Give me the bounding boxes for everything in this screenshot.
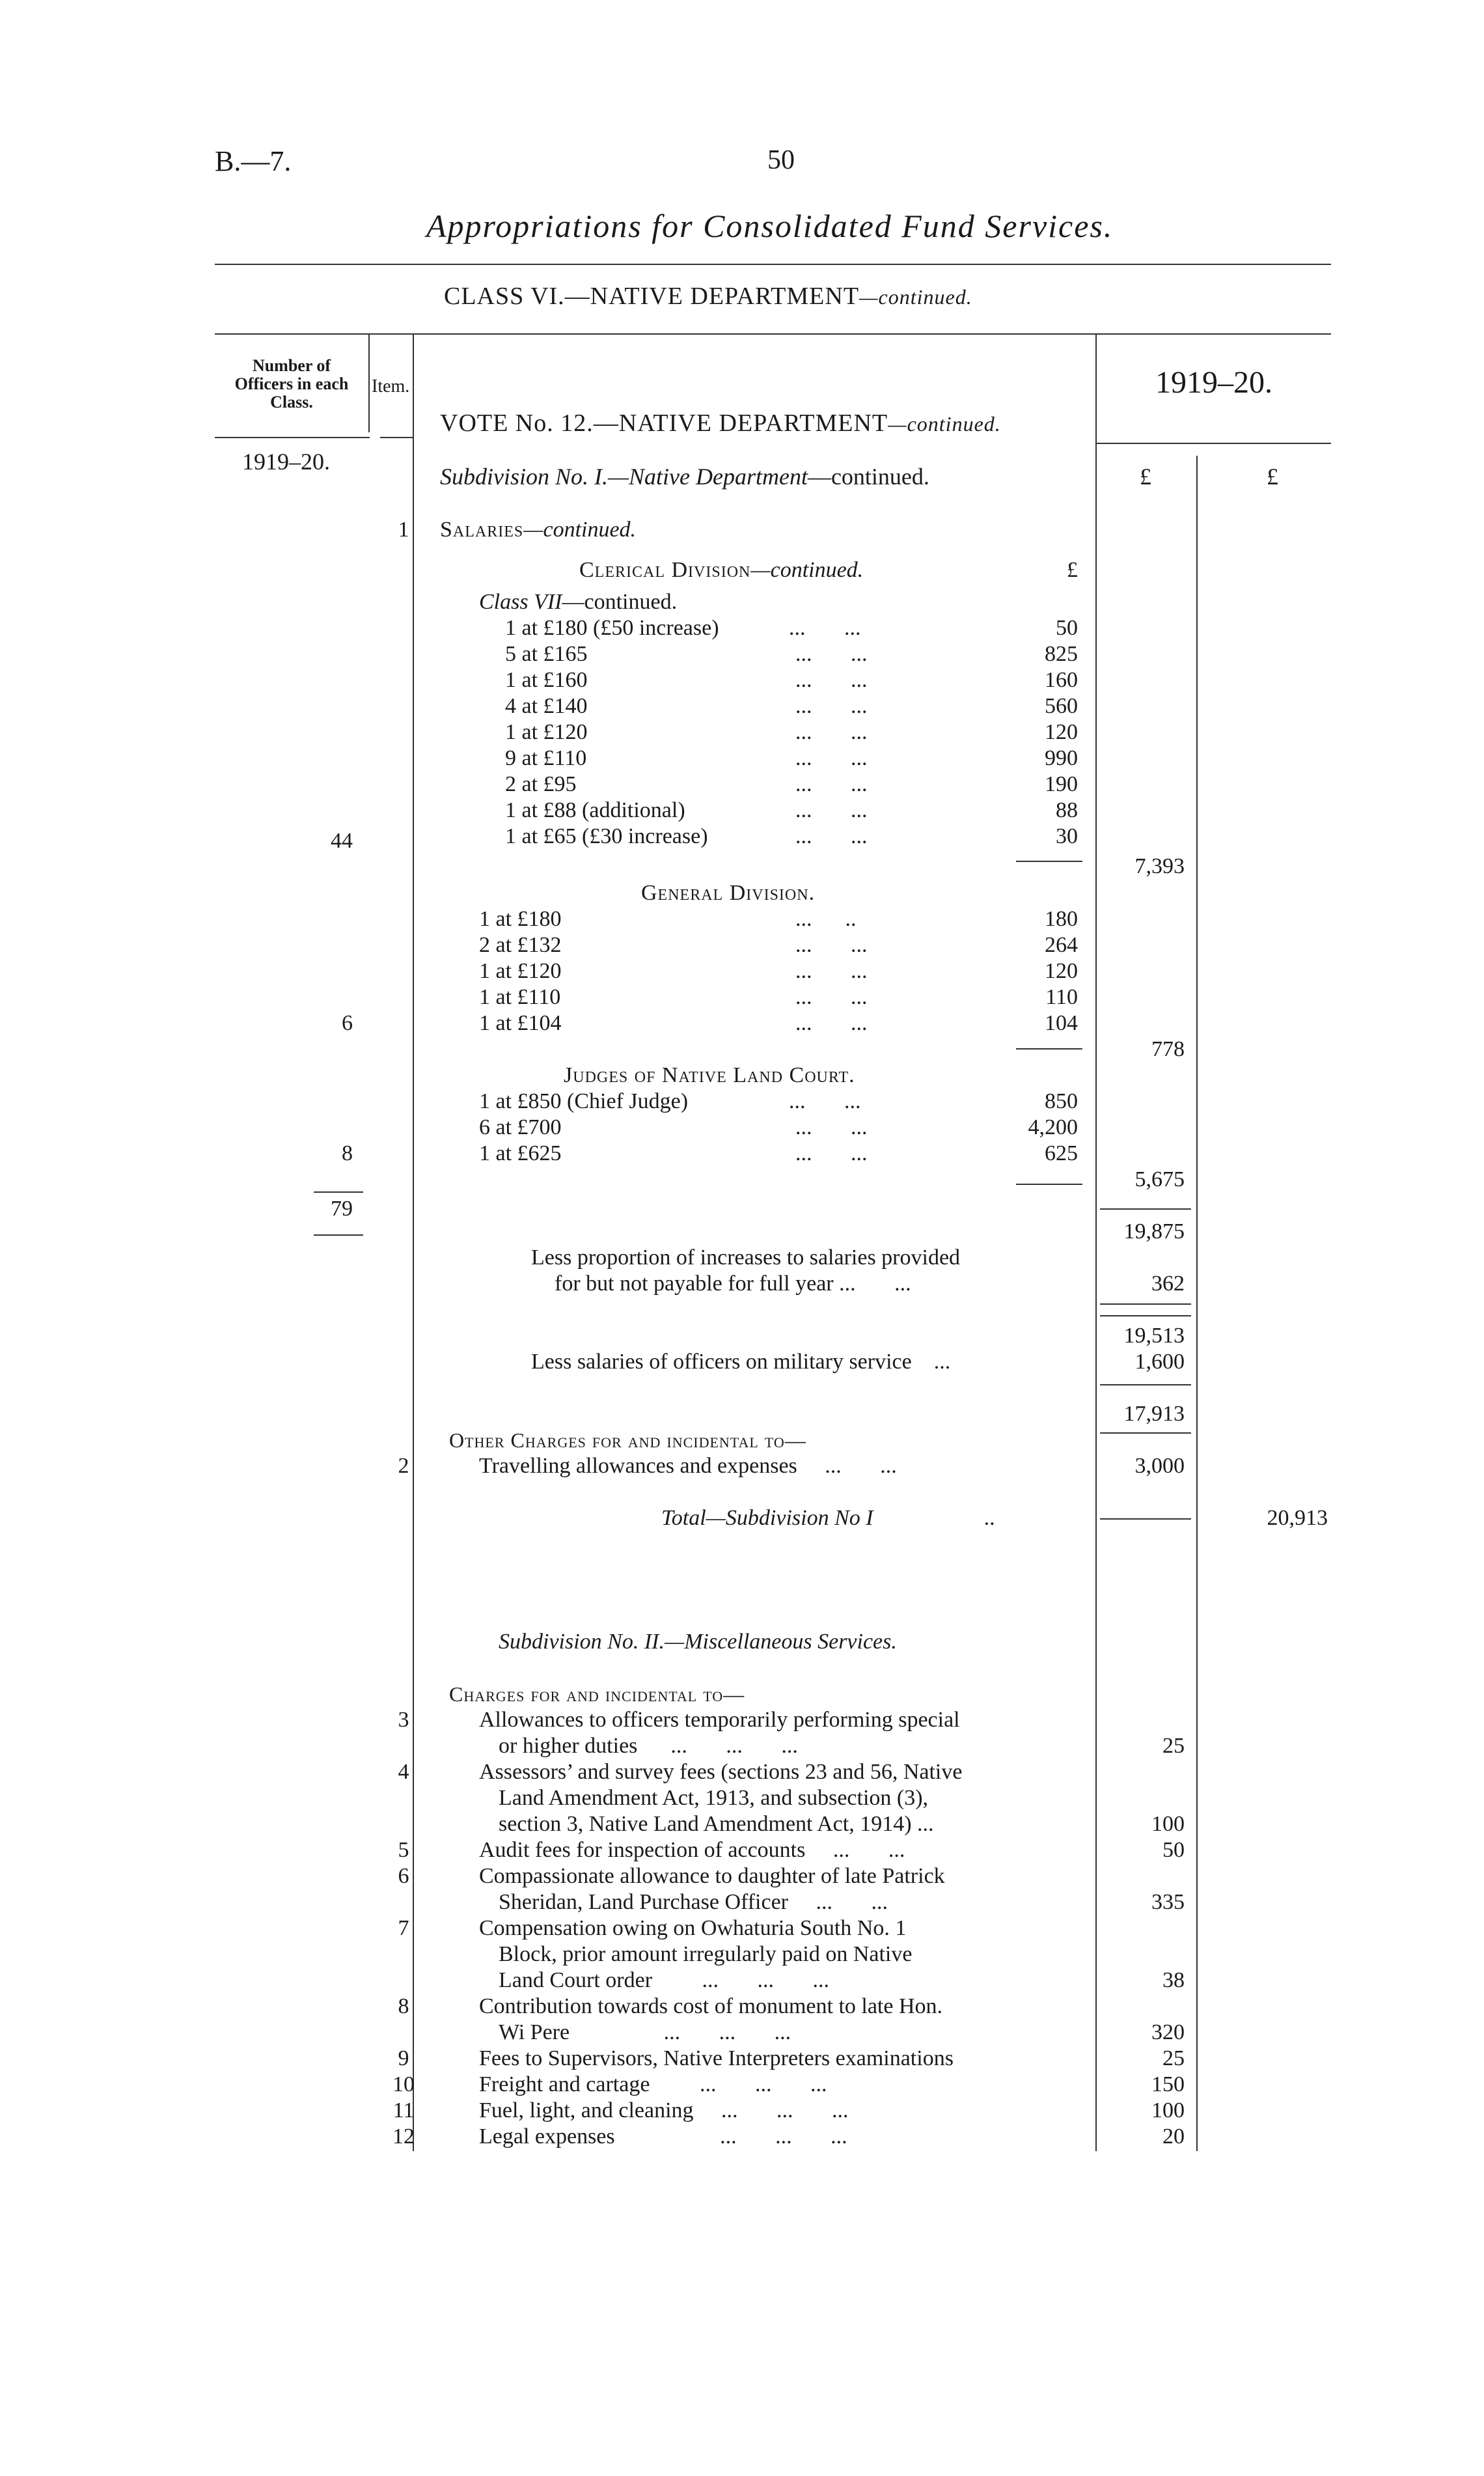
less-military-text: Less salaries of officers on military service ... <box>531 1350 951 1374</box>
salaries-heading-cont: —continued. <box>523 518 637 542</box>
subdivision-1-total: 20,913 <box>1267 1506 1328 1530</box>
division-total: 7,393 <box>1134 854 1185 878</box>
subdivision-1-heading <box>440 463 929 490</box>
officers-total-rule <box>314 1234 363 1236</box>
salary-row-amount: 850 <box>1045 1089 1078 1113</box>
leader-dots: ... ... <box>795 985 868 1009</box>
title-rule <box>215 264 1331 265</box>
misc-item-line-wrap: or higher duties ... ... ... <box>499 1734 798 1758</box>
misc-item-line: Compensation owing on Owhaturia South No. 1 <box>479 1916 907 1940</box>
less-military-label: Less salaries of officers on military service <box>531 1350 912 1374</box>
leader-dots: ... ... <box>789 1089 861 1113</box>
misc-item-line: section 3, Native Land Amendment Act, 1914) ... <box>499 1812 934 1836</box>
misc-item-text <box>479 1994 942 2046</box>
vote-heading-main: VOTE No. 12.—NATIVE DEPARTMENT <box>440 410 888 437</box>
officers-column-header <box>215 357 368 411</box>
less-increase-text <box>531 1245 960 1297</box>
officers-col-rule <box>368 335 370 432</box>
misc-item-line: Freight and cartage <box>479 2072 650 2096</box>
misc-item-line: Compassionate allowance to daughter of late Patrick <box>479 1864 945 1888</box>
misc-item-text <box>479 1707 960 1759</box>
leader-dots: ... ... <box>795 824 868 848</box>
misc-item-amount: 100 <box>1151 1812 1185 1836</box>
misc-item-line-wrap: Sheridan, Land Purchase Officer ... ... <box>499 1890 888 1914</box>
class-heading-main: CLASS VI.—NATIVE DEPARTMENT <box>444 283 860 310</box>
misc-item-line: Legal expenses <box>479 2124 615 2149</box>
travelling-allowances: Travelling allowances and expenses ... ... <box>479 1454 897 1478</box>
salary-row-amount: 120 <box>1045 720 1078 744</box>
general-division-heading: General Division. <box>641 881 816 905</box>
leader-dots: ... ... <box>795 772 868 796</box>
salary-row-label: 4 at £140 <box>505 694 588 718</box>
salary-row-label: 9 at £110 <box>505 746 587 770</box>
officers-header-line2: Officers in each <box>234 374 349 393</box>
item-number: 11 <box>392 2098 415 2122</box>
salary-row-amount: 190 <box>1045 772 1078 796</box>
item-column-header: Item. <box>372 376 410 396</box>
subdivision-1-cont: —continued. <box>807 464 929 490</box>
officers-count: 8 <box>342 1141 353 1165</box>
column-sum-rule <box>1100 1518 1191 1520</box>
misc-item-text <box>479 1915 912 1994</box>
vote-heading <box>440 409 1001 438</box>
officers-header-line1: Number of <box>252 356 331 375</box>
salary-row-amount: 88 <box>1056 798 1078 822</box>
class-vii-label <box>479 589 677 615</box>
misc-item-line: Block, prior amount irregularly paid on Native <box>499 1942 913 1966</box>
subdivision-1-total-text: Total—Subdivision No I <box>661 1506 873 1530</box>
leader-dots: ... ... <box>795 1115 868 1139</box>
salary-row-label: 1 at £110 <box>479 985 561 1009</box>
salary-row-label: 2 at £95 <box>505 772 577 796</box>
misc-item-amount: 20 <box>1162 2124 1185 2149</box>
less-increase-line1: Less proportion of increases to salaries provided <box>531 1245 961 1270</box>
clerical-division-cont: —continued. <box>750 558 864 582</box>
vote-heading-cont: —continued. <box>888 412 1001 436</box>
misc-item-line: Land Amendment Act, 1913, and subsection (3), <box>499 1786 929 1810</box>
officers-sum-rule <box>314 1191 363 1193</box>
leader-dots: ... ... <box>795 1011 868 1035</box>
salary-row-amount: 104 <box>1045 1011 1078 1035</box>
year-head-rule <box>1097 443 1331 444</box>
sum-rule <box>1016 1184 1082 1185</box>
salaries-heading-label: Salaries <box>440 518 524 542</box>
salary-row-amount: 4,200 <box>1028 1115 1078 1139</box>
misc-item-text: Audit fees for inspection of accounts ... ... <box>479 1838 905 1862</box>
item-number: 7 <box>398 1916 409 1940</box>
item-number: 5 <box>398 1838 409 1862</box>
leader-dots: ... ... <box>795 959 868 983</box>
salary-row-label: 2 at £132 <box>479 933 562 957</box>
misc-item-amount: 320 <box>1151 2020 1185 2044</box>
misc-item-text <box>479 2046 954 2072</box>
column-sum-rule <box>1100 1208 1191 1210</box>
column-sum-rule <box>1100 1432 1191 1434</box>
salary-row-label: 1 at £160 <box>505 668 588 692</box>
charges-heading: Charges for and incidental to— <box>449 1682 745 1706</box>
page-number: 50 <box>767 145 795 175</box>
salary-row-label: 1 at £180 <box>479 907 562 931</box>
misc-item-line: Wi Pere <box>499 2020 570 2044</box>
pound-sign-inner: £ <box>1067 558 1078 582</box>
item-number: 2 <box>398 1454 409 1478</box>
item-number: 3 <box>398 1708 409 1732</box>
salary-row-amount: 625 <box>1045 1141 1078 1165</box>
salary-row-label: 1 at £65 (£30 increase) <box>505 824 708 848</box>
column-sum-rule <box>1100 1303 1191 1305</box>
misc-item-text: Fuel, light, and cleaning ... ... ... <box>479 2098 849 2122</box>
leader-dots: ... ... <box>795 746 868 770</box>
subdivision-2-heading: Subdivision No. II.—Miscellaneous Services. <box>499 1630 897 1654</box>
salary-row-label: 6 at £700 <box>479 1115 562 1139</box>
table-top-rule <box>215 333 1331 335</box>
page-title: Appropriations for Consolidated Fund Services. <box>426 208 1114 244</box>
sum-rule <box>1016 1048 1082 1050</box>
leader-dots: ... ... <box>795 668 868 692</box>
misc-item-amount: 25 <box>1162 2046 1185 2070</box>
class-vii-title: Class VII <box>479 590 562 614</box>
misc-item-line: Contribution towards cost of monument to late Hon. <box>479 1994 943 2018</box>
leader-dots: ... ... <box>795 933 868 957</box>
salary-row-label: 1 at £120 <box>505 720 588 744</box>
clerical-division-heading <box>579 557 863 583</box>
officers-count: 44 <box>331 829 353 853</box>
item-number: 1 <box>398 518 409 542</box>
document-reference: B.—7. <box>215 145 292 177</box>
item-number: 10 <box>392 2072 415 2096</box>
leader-dots: ... ... <box>795 798 868 822</box>
misc-item-line: or higher duties <box>499 1734 638 1758</box>
less-increase-line2: for but not payable for full year ... <box>555 1272 856 1296</box>
salary-row-amount: 825 <box>1045 642 1078 666</box>
class-heading <box>444 282 972 311</box>
salary-row-label: 1 at £88 (additional) <box>505 798 685 822</box>
officers-count: 6 <box>342 1011 353 1035</box>
officers-header-line3: Class. <box>270 393 313 411</box>
salary-row-amount: 560 <box>1045 694 1078 718</box>
salaries-subtotal: 19,875 <box>1123 1219 1185 1244</box>
misc-item-line: Allowances to officers temporarily performing special <box>479 1708 960 1732</box>
misc-item-amount: 38 <box>1162 1968 1185 1992</box>
division-total: 778 <box>1151 1037 1185 1061</box>
other-charges-heading: Other Charges for and incidental to— <box>449 1428 806 1452</box>
salaries-subtotal: 19,513 <box>1123 1324 1185 1348</box>
misc-item-line: Land Court order <box>499 1968 653 1992</box>
travelling-label: Travelling allowances and expenses <box>479 1454 797 1478</box>
misc-item-amount: 50 <box>1162 1838 1185 1862</box>
misc-item-amount: 25 <box>1162 1734 1185 1758</box>
item-head-underline <box>380 437 414 438</box>
misc-item-text: Legal expenses ... ... ... <box>479 2124 847 2149</box>
division-total: 5,675 <box>1134 1167 1185 1191</box>
misc-item-line: Audit fees for inspection of accounts <box>479 1838 806 1862</box>
leader-dots: ... ... <box>795 694 868 718</box>
salaries-subtotal: 17,913 <box>1123 1402 1185 1426</box>
salary-row-label: 1 at £120 <box>479 959 562 983</box>
misc-item-text <box>479 1863 945 1915</box>
item-number: 12 <box>392 2124 415 2149</box>
travelling-amount: 3,000 <box>1134 1454 1185 1478</box>
year-column-header: 1919–20. <box>1155 365 1272 400</box>
officers-total: 79 <box>331 1197 353 1221</box>
misc-item-amount: 150 <box>1151 2072 1185 2096</box>
subdivision-1-title: Subdivision No. I.—Native Department <box>440 464 808 490</box>
amount-col-rule-mid <box>1196 456 1198 2151</box>
pound-sign-col1: £ <box>1140 464 1151 490</box>
sum-rule <box>1016 861 1082 862</box>
class-heading-cont: —continued. <box>859 285 972 309</box>
item-number: 4 <box>398 1760 409 1784</box>
leader-dots: ... ... <box>795 720 868 744</box>
salary-row-label: 1 at £850 (Chief Judge) <box>479 1089 689 1113</box>
salary-row-label: 1 at £625 <box>479 1141 562 1165</box>
salary-row-amount: 160 <box>1045 668 1078 692</box>
misc-item-amount: 100 <box>1151 2098 1185 2122</box>
misc-item-line-wrap: Wi Pere ... ... ... <box>499 2020 791 2044</box>
column-sum-rule <box>1100 1384 1191 1385</box>
class-vii-cont: —continued. <box>562 590 678 614</box>
misc-item-text <box>479 1759 962 1837</box>
leader-dots: ... ... <box>795 642 868 666</box>
salary-row-amount: 990 <box>1045 746 1078 770</box>
leader-dots: ... ... <box>795 1141 868 1165</box>
item-number: 9 <box>398 2046 409 2070</box>
clerical-division-label: Clerical Division <box>579 558 751 582</box>
item-number: 8 <box>398 1994 409 2018</box>
misc-item-line: Fuel, light, and cleaning <box>479 2098 694 2122</box>
officers-head-rule <box>215 437 370 438</box>
salary-row-label: 1 at £104 <box>479 1011 562 1035</box>
officers-year-label: 1919–20. <box>242 449 330 475</box>
subdivision-1-total-label: Total—Subdivision No I .. <box>661 1506 995 1530</box>
misc-item-line: Sheridan, Land Purchase Officer <box>499 1890 788 1914</box>
leader-dots: ... ... <box>789 616 861 640</box>
salary-row-amount: 50 <box>1056 616 1078 640</box>
misc-item-line-wrap: Land Court order ... ... ... <box>499 1968 830 1992</box>
salary-row-amount: 120 <box>1045 959 1078 983</box>
item-number: 6 <box>398 1864 409 1888</box>
misc-item-line: Fees to Supervisors, Native Interpreters examinations <box>479 2046 954 2070</box>
salary-row-amount: 30 <box>1056 824 1078 848</box>
amount-col-rule-left <box>1095 335 1097 2151</box>
column-sum-rule <box>1100 1315 1191 1316</box>
misc-item-amount: 335 <box>1151 1890 1185 1914</box>
pound-sign-col2: £ <box>1267 464 1278 490</box>
salary-row-label: 1 at £180 (£50 increase) <box>505 616 719 640</box>
judges-heading: Judges of Native Land Court. <box>564 1063 855 1087</box>
salary-row-amount: 180 <box>1045 907 1078 931</box>
leader-dots: ... .. <box>795 907 857 931</box>
misc-item-text: Freight and cartage ... ... ... <box>479 2072 827 2096</box>
less-increase-amount: 362 <box>1151 1272 1185 1296</box>
less-increase-line2-wrap: for but not payable for full year ... ... <box>555 1272 911 1296</box>
salary-row-amount: 264 <box>1045 933 1078 957</box>
less-military-amount: 1,600 <box>1134 1350 1185 1374</box>
salary-row-label: 5 at £165 <box>505 642 588 666</box>
misc-item-line: Assessors’ and survey fees (sections 23 and 56, Native <box>479 1760 963 1784</box>
salaries-heading <box>440 517 636 543</box>
salary-row-amount: 110 <box>1045 985 1078 1009</box>
